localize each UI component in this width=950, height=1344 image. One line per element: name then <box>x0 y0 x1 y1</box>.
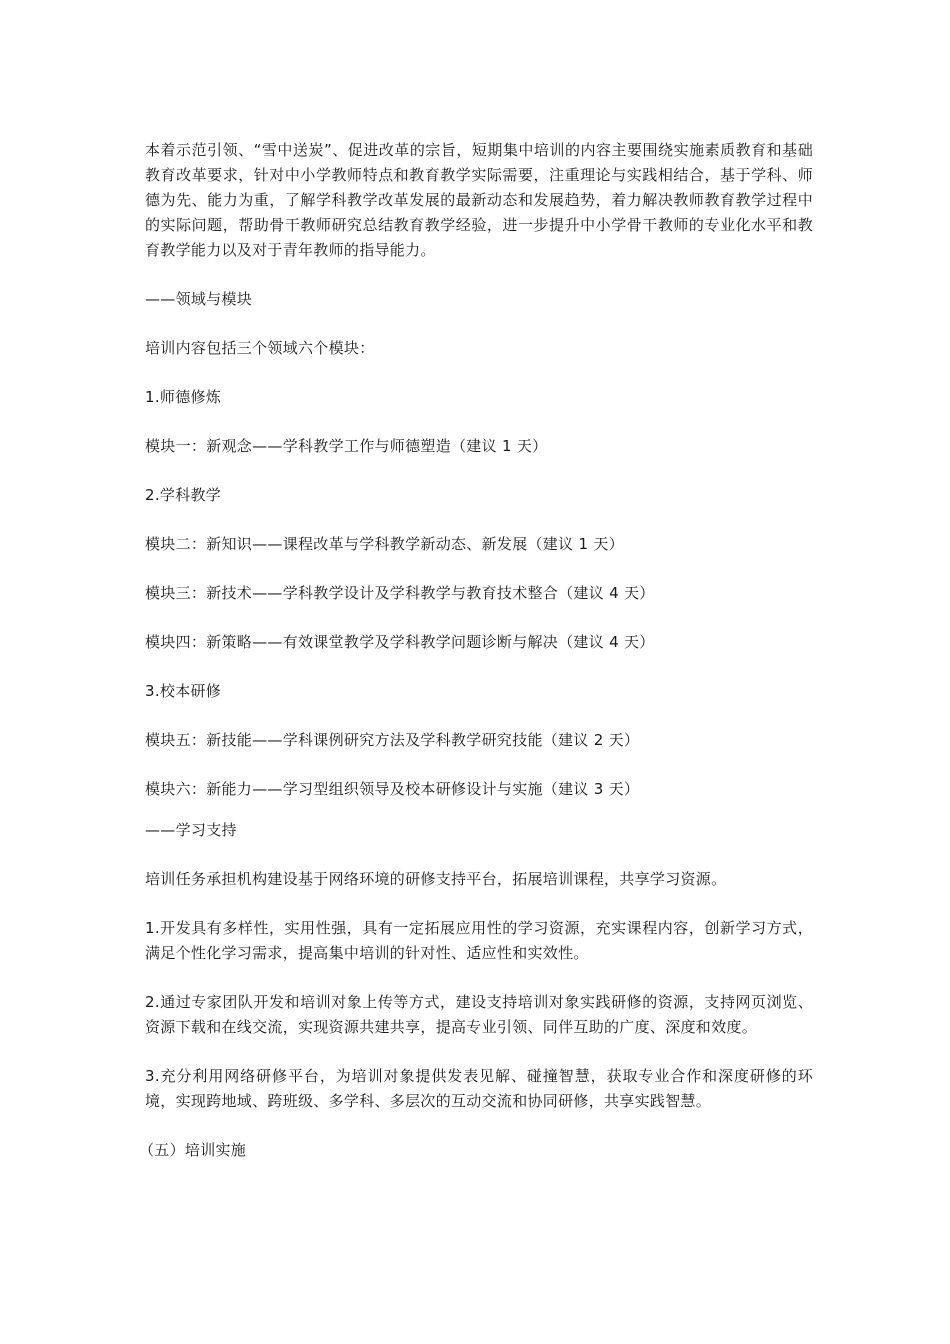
section-heading-domains: ——领域与模块 <box>145 290 253 308</box>
intro-paragraph: 本着示范引领、“雪中送炭”、促进改革的宗旨，短期集中培训的内容主要围绕实施素质教育和基础教育改革要求，针对中小学教师特点和教育教学实际需要，注重理论与实践相结合，基于学科、师德为先、能力为重，了解学科教学改革发展的最新动态和发展趋势，着力解决教师教育教学过程中的实际问题，帮助骨干教师研究总结教育教学经验，进一步提升中小学骨干教师的专业化水平和教育教学能力以及对于青年教师的指导能力。 <box>145 141 813 259</box>
section-heading-implementation: （五）培训实施 <box>139 1141 247 1159</box>
support-item-1: 1.开发具有多样性，实用性强，具有一定拓展应用性的学习资源，充实课程内容，创新学习方式，满足个性化学习需求，提高集中培训的针对性、适应性和实效性。 <box>145 919 813 962</box>
support-intro: 培训任务承担机构建设基于网络环境的研修支持平台，拓展培训课程，共享学习资源。 <box>145 870 727 888</box>
support-item-2: 2.通过专家团队开发和培训对象上传等方式，建设支持培训对象实践研修的资源，支持网页浏览、资源下载和在线交流，实现资源共建共享，提高专业引领、同伴互助的广度、深度和效度。 <box>145 993 813 1036</box>
support-item-3: 3.充分利用网络研修平台，为培训对象提供发表见解、碰撞智慧，获取专业合作和深度研修的环境，实现跨地域、跨班级、多学科、多层次的互动交流和协同研修，共享实践智慧。 <box>145 1067 813 1110</box>
module-item-2: 模块二：新知识——课程改革与学科教学新动态、新发展（建议 1 天） <box>145 535 624 553</box>
domain-heading-ethics: 1.师德修炼 <box>145 388 222 406</box>
section-heading-support: ——学习支持 <box>145 821 237 839</box>
module-item-4: 模块四：新策略——有效课堂教学及学科教学问题诊断与解决（建议 4 天） <box>145 633 655 651</box>
domain-heading-school-research: 3.校本研修 <box>145 682 222 700</box>
module-item-1: 模块一：新观念——学科教学工作与师德塑造（建议 1 天） <box>145 437 548 455</box>
domain-heading-teaching: 2.学科教学 <box>145 486 222 504</box>
module-item-3: 模块三：新技术——学科教学设计及学科教学与教育技术整合（建议 4 天） <box>145 584 655 602</box>
document-body <box>139 138 813 1187</box>
module-item-5: 模块五：新技能——学科课例研究方法及学科教学研究技能（建议 2 天） <box>145 731 640 749</box>
module-item-6: 模块六：新能力——学习型组织领导及校本研修设计与实施（建议 3 天） <box>145 780 640 798</box>
domains-intro: 培训内容包括三个领域六个模块： <box>145 339 375 357</box>
